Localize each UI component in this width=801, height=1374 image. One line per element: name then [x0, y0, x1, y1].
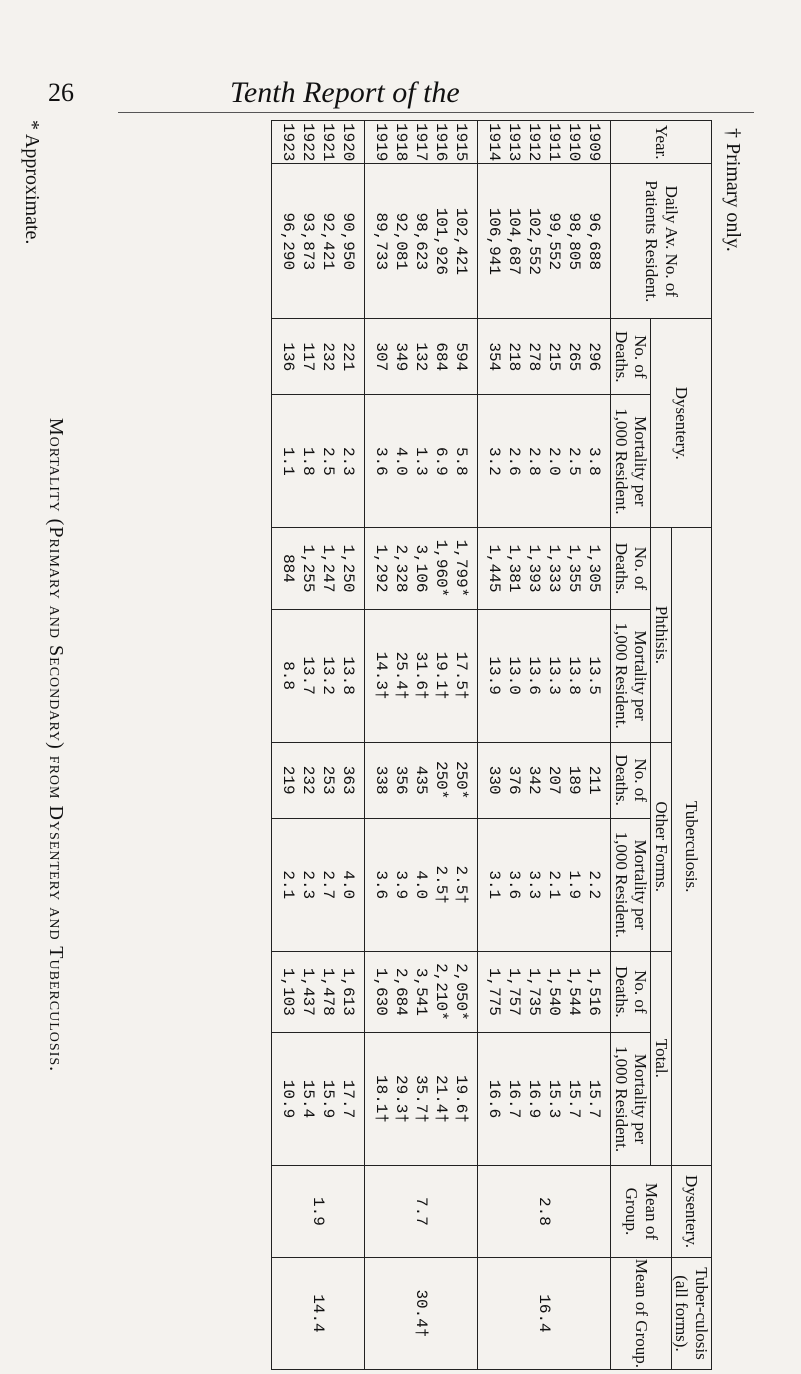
cell-value: 1,255	[299, 544, 318, 593]
cell-value: 1921	[319, 123, 338, 162]
cell-value: 338	[372, 765, 391, 795]
cell-value: 13.9	[485, 656, 504, 695]
cell-value: 342	[525, 765, 544, 795]
cell-value: 250*	[452, 760, 471, 800]
cell-value: 363	[339, 765, 358, 795]
cell-value: 15.9	[319, 1079, 338, 1119]
dysentery-mean-of-group: 7.7	[365, 1166, 478, 1258]
cell-value: 15.7	[585, 1079, 604, 1119]
header-phthisis-mortality: Mortality per 1,000 Resident.	[611, 609, 651, 742]
cell-value: 1.8	[299, 446, 318, 476]
cell-daily	[478, 164, 611, 319]
cell-value: 14.3†	[372, 651, 391, 700]
cell-value: 349	[392, 342, 411, 372]
rotated-table-region	[20, 120, 760, 1370]
cell-value: 1,516	[585, 967, 604, 1016]
cell-value: 2.8	[525, 446, 544, 476]
cell-value: 2.7	[319, 870, 338, 900]
cell-value: 3.3	[525, 870, 544, 900]
cell-value: 117	[299, 342, 318, 372]
cell-value: 1,355	[565, 544, 584, 593]
cell-value: 1,393	[525, 544, 544, 593]
cell-value: 1919	[372, 123, 391, 162]
cell-value: 1,544	[565, 967, 584, 1016]
cell-dys-mort	[478, 395, 611, 528]
cell-value: 19.6†	[452, 1074, 471, 1123]
cell-tot-mort	[478, 1033, 611, 1166]
cell-value: 3.6	[372, 446, 391, 476]
cell-value: 2.5	[565, 446, 584, 476]
cell-value: 1.1	[279, 446, 298, 476]
cell-value: 1910	[565, 123, 584, 162]
cell-value: 296	[585, 342, 604, 372]
cell-value: 376	[505, 765, 524, 795]
cell-value: 3,106	[412, 544, 431, 593]
header-phthisis: Phthisis.	[651, 528, 672, 742]
header-other-mortality: Mortality per 1,000 Resident.	[611, 818, 651, 951]
cell-of-deaths	[478, 742, 611, 818]
cell-value: 1,735	[525, 967, 544, 1016]
cell-tot-deaths	[365, 951, 478, 1032]
cell-value: 354	[485, 342, 504, 372]
cell-value: 1,305	[585, 544, 604, 593]
cell-value: 3.6	[372, 870, 391, 900]
cell-value: 884	[279, 554, 298, 583]
cell-daily	[272, 164, 365, 319]
cell-value: 250*	[432, 760, 451, 800]
header-phthisis-deaths: No. of Deaths.	[611, 528, 651, 609]
cell-value: 19.1†	[432, 651, 451, 700]
cell-value: 15.7	[565, 1079, 584, 1119]
cell-value: 29.3†	[392, 1074, 411, 1123]
cell-of-deaths	[272, 742, 365, 818]
running-title: Tenth Report of the	[230, 76, 460, 109]
cell-value: 13.0	[505, 656, 524, 695]
cell-tot-mort	[365, 1033, 478, 1166]
cell-value: 98,805	[565, 212, 584, 271]
table-row	[272, 121, 365, 1370]
cell-value: 17.5†	[452, 651, 471, 700]
header-year: Year.	[611, 121, 712, 164]
cell-value: 96,290	[279, 212, 298, 271]
cell-value: 278	[525, 342, 544, 372]
cell-value: 594	[452, 342, 471, 372]
cell-value: 1923	[279, 123, 298, 162]
header-dys-deaths: No. of Deaths.	[611, 319, 651, 395]
cell-value: 330	[485, 765, 504, 795]
cell-ph-mort	[365, 609, 478, 742]
cell-value: 132	[412, 342, 431, 372]
cell-value: 1,250	[339, 544, 358, 593]
cell-value: 2.6	[505, 446, 524, 476]
dysentery-mean-of-group: 1.9	[272, 1166, 365, 1258]
cell-value: 25.4†	[392, 651, 411, 700]
cell-value: 16.7	[505, 1079, 524, 1119]
cell-dys-deaths	[365, 319, 478, 395]
cell-value: 13.5	[585, 656, 604, 695]
cell-value: 1912	[525, 123, 544, 162]
cell-value: 2,210*	[432, 963, 451, 1021]
cell-value: 265	[565, 342, 584, 372]
cell-value: 13.6	[525, 656, 544, 695]
cell-value: 16.9	[525, 1079, 544, 1119]
dysentery-mean-of-group: 2.8	[478, 1166, 611, 1258]
cell-tot-mort	[272, 1033, 365, 1166]
cell-value: 4.0	[339, 870, 358, 900]
header-daily-average: Daily Av. No. of Patients Resident.	[611, 164, 712, 319]
cell-dys-mort	[365, 395, 478, 528]
cell-value: 232	[319, 342, 338, 372]
cell-value: 92,081	[392, 212, 411, 271]
cell-value: 13.8	[339, 656, 358, 695]
cell-value: 3.6	[505, 870, 524, 900]
header-dysentery-mean-group: Mean of Group.	[611, 1166, 672, 1258]
cell-value: 1917	[412, 123, 431, 162]
cell-value: 31.6†	[412, 651, 431, 700]
header-rule	[118, 112, 754, 113]
cell-ph-deaths	[272, 528, 365, 609]
tuberculosis-mean-of-group: 30.4†	[365, 1257, 478, 1369]
cell-value: 1,630	[372, 967, 391, 1016]
cell-value: 13.7	[299, 656, 318, 695]
cell-value: 92,421	[319, 212, 338, 271]
cell-value: 1918	[392, 123, 411, 162]
cell-year	[478, 121, 611, 164]
cell-value: 13.2	[319, 656, 338, 695]
cell-value: 1,799*	[452, 539, 471, 598]
cell-value: 102,552	[525, 207, 544, 275]
cell-value: 8.8	[279, 661, 298, 691]
cell-value: 2.3	[339, 446, 358, 476]
cell-tot-deaths	[272, 951, 365, 1032]
cell-value: 15.3	[545, 1079, 564, 1119]
cell-value: 1,960*	[432, 539, 451, 598]
cell-ph-mort	[478, 609, 611, 742]
cell-value: 1915	[452, 123, 471, 162]
cell-value: 10.9	[279, 1079, 298, 1119]
table-row	[365, 121, 478, 1370]
cell-value: 6.9	[432, 446, 451, 476]
header-other-forms: Other Forms.	[651, 742, 672, 951]
cell-daily	[365, 164, 478, 319]
header-tuberculosis-all-forms: Tuber-culosis (all forms).	[671, 1257, 711, 1369]
header-total-mortality: Mortality per 1,000 Resident.	[611, 1033, 651, 1166]
cell-value: 1,540	[545, 967, 564, 1016]
cell-value: 3.9	[392, 870, 411, 900]
cell-value: 356	[392, 765, 411, 795]
cell-value: 253	[319, 765, 338, 795]
cell-value: 106,941	[485, 207, 504, 275]
cell-value: 2.1	[279, 870, 298, 900]
cell-dys-mort	[272, 395, 365, 528]
cell-dys-deaths	[272, 319, 365, 395]
data-table	[271, 120, 712, 1370]
cell-value: 2.1	[545, 870, 564, 900]
header-total-deaths: No. of Deaths.	[611, 951, 651, 1032]
cell-value: 1920	[339, 123, 358, 162]
cell-value: 1,478	[319, 967, 338, 1016]
cell-value: 1914	[485, 123, 504, 162]
header-dysentery: Dysentery.	[651, 319, 712, 528]
cell-ph-deaths	[478, 528, 611, 609]
cell-value: 1,445	[485, 544, 504, 593]
cell-value: 136	[279, 342, 298, 372]
cell-value: 13.8	[565, 656, 584, 695]
cell-value: 221	[339, 342, 358, 372]
cell-value: 218	[505, 342, 524, 372]
cell-value: 90,950	[339, 212, 358, 271]
cell-ph-mort	[272, 609, 365, 742]
cell-value: 3.8	[585, 446, 604, 476]
cell-value: 93,873	[299, 212, 318, 271]
cell-ph-deaths	[365, 528, 478, 609]
table-row	[478, 121, 611, 1370]
cell-value: 189	[565, 765, 584, 795]
cell-value: 3.2	[485, 446, 504, 476]
cell-tot-deaths	[478, 951, 611, 1032]
cell-value: 2,050*	[452, 963, 471, 1021]
cell-value: 96,688	[585, 212, 604, 271]
cell-value: 1913	[505, 123, 524, 162]
cell-value: 1,757	[505, 967, 524, 1016]
cell-value: 684	[432, 342, 451, 372]
cell-value: 89,733	[372, 212, 391, 271]
cell-value: 215	[545, 342, 564, 372]
cell-value: 1,103	[279, 967, 298, 1016]
cell-value: 18.1†	[372, 1074, 391, 1123]
cell-value: 1,613	[339, 967, 358, 1016]
cell-value: 1909	[585, 123, 604, 162]
cell-of-deaths	[365, 742, 478, 818]
cell-value: 2.2	[585, 870, 604, 900]
cell-value: 21.4†	[432, 1074, 451, 1123]
cell-value: 2.5	[319, 446, 338, 476]
cell-year	[365, 121, 478, 164]
table-title: Mortality (Primary and Secondary) from Dysentery and Tuberculosis.	[45, 417, 67, 1073]
cell-value: 207	[545, 765, 564, 795]
cell-value: 1,247	[319, 544, 338, 593]
cell-dys-deaths	[478, 319, 611, 395]
header-other-deaths: No. of Deaths.	[611, 742, 651, 818]
header-total: Total.	[651, 951, 672, 1165]
cell-value: 4.0	[412, 870, 431, 900]
cell-value: 101,926	[432, 207, 451, 275]
cell-value: 232	[299, 765, 318, 795]
cell-value: 13.3	[545, 656, 564, 695]
cell-value: 435	[412, 765, 431, 795]
footnote-primary: † Primary only.	[722, 128, 744, 252]
cell-value: 1,775	[485, 967, 504, 1016]
cell-value: 2.5†	[432, 865, 451, 904]
cell-value: 1911	[545, 123, 564, 162]
cell-value: 98,623	[412, 212, 431, 271]
cell-value: 307	[372, 342, 391, 372]
header-dysentery-mean: Dysentery.	[671, 1166, 711, 1258]
cell-value: 16.6	[485, 1079, 504, 1119]
cell-value: 1.9	[565, 870, 584, 900]
cell-value: 2.3	[299, 870, 318, 900]
header-tuberculosis: Tuberculosis.	[671, 528, 711, 1166]
cell-of-mort	[272, 818, 365, 951]
tuberculosis-mean-of-group: 14.4	[272, 1257, 365, 1369]
cell-year	[272, 121, 365, 164]
cell-value: 5.8	[452, 446, 471, 476]
cell-value: 2,684	[392, 967, 411, 1016]
cell-value: 4.0	[392, 446, 411, 476]
cell-value: 1922	[299, 123, 318, 162]
cell-value: 99,552	[545, 212, 564, 271]
cell-of-mort	[365, 818, 478, 951]
cell-value: 2,328	[392, 544, 411, 593]
page-number: 26	[48, 78, 74, 107]
cell-value: 211	[585, 765, 604, 795]
cell-value: 102,421	[452, 207, 471, 275]
header-tuberculosis-mean-group: Mean of Group.	[611, 1257, 672, 1369]
tuberculosis-mean-of-group: 16.4	[478, 1257, 611, 1369]
cell-value: 104,687	[505, 207, 524, 275]
cell-value: 1,437	[299, 967, 318, 1016]
cell-value: 15.4	[299, 1079, 318, 1119]
cell-value: 2.5†	[452, 865, 471, 904]
cell-value: 1,381	[505, 544, 524, 593]
cell-value: 17.7	[339, 1079, 358, 1119]
cell-value: 3.1	[485, 870, 504, 900]
footnote-approx: * Approximate.	[21, 120, 43, 245]
cell-value: 1,333	[545, 544, 564, 593]
cell-value: 1,292	[372, 544, 391, 593]
cell-of-mort	[478, 818, 611, 951]
cell-value: 3,541	[412, 967, 431, 1016]
cell-value: 2.0	[545, 446, 564, 476]
cell-value: 1.3	[412, 446, 431, 476]
cell-value: 1916	[432, 123, 451, 162]
cell-value: 219	[279, 765, 298, 795]
header-dys-mortality: Mortality per 1,000 Resident.	[611, 395, 651, 528]
cell-value: 35.7†	[412, 1074, 431, 1123]
